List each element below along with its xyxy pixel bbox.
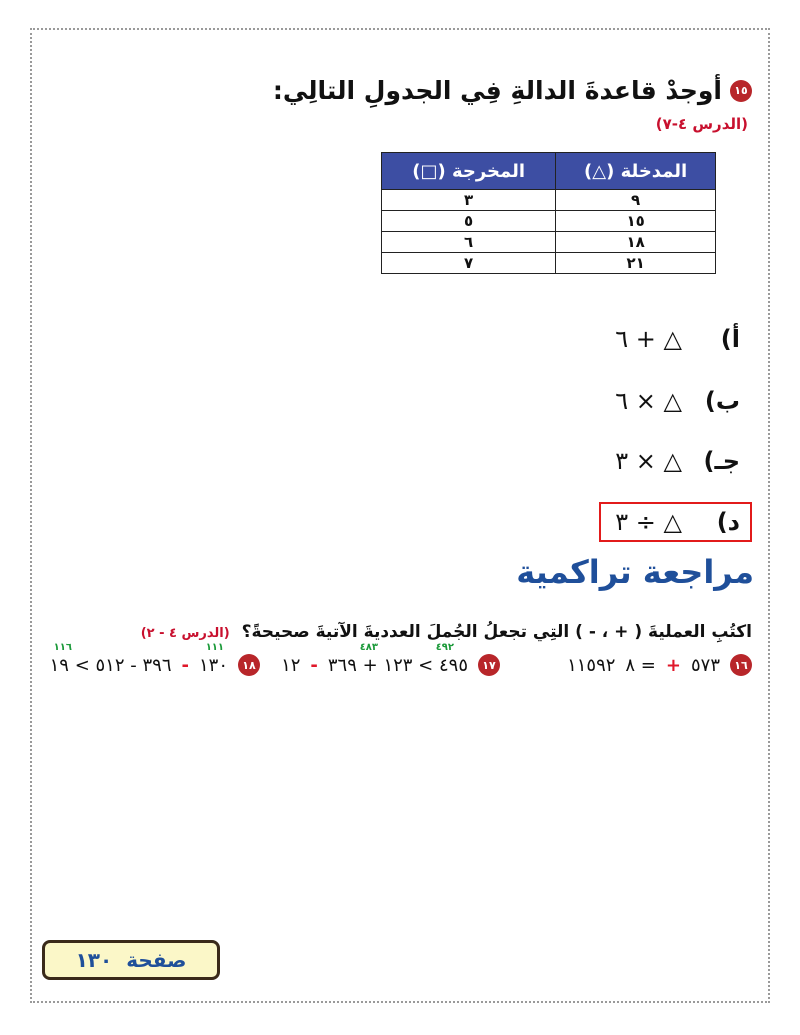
carry-digits: ٤٨٣ [359,642,378,653]
option-letter: جـ) [703,447,740,475]
option-expression: △ × ٣ [615,447,682,475]
option-letter: أ) [720,325,740,353]
output-cell: ٧ [382,253,556,274]
option-letter: د) [716,508,740,536]
option-expression: △ × ٦ [615,387,682,415]
option-expression: △ + ٦ [615,325,682,353]
equation-left-text: ٣٩٦ - ٥١٢ > ١٩ [49,655,172,676]
lesson-reference: (الدرس ٤-٧) [655,115,748,133]
page-number-box [42,940,220,980]
question-number-badge: ١٥ [730,80,752,102]
operator-minus: - [310,655,318,676]
output-cell: ٣ [382,190,556,211]
carry-digits: ١١١ [205,642,224,653]
option-b[interactable] [615,387,740,415]
page-number: ١٣٠ [75,948,113,972]
table-row [382,232,716,253]
equation-left: ١٢ [281,655,301,676]
output-column-header: المخرجة (□) [382,153,556,190]
equation-right-text: ١٣٠ [198,655,228,676]
input-cell: ٢١ [556,253,716,274]
option-c[interactable] [615,447,740,475]
input-cell: ١٥ [556,211,716,232]
function-table [381,152,716,274]
input-cell: ٩ [556,190,716,211]
equation-left [49,642,172,676]
input-column-header: المدخلة (△) [556,153,716,190]
operator-plus: + [665,655,681,676]
equation-mid-text: ٤٩٥ > ١٢٣ + ٣٦٩ [327,655,468,676]
equation-17 [281,642,500,676]
option-d-correct[interactable] [599,502,752,542]
review-instruction [141,622,752,642]
cumulative-review-title: مراجعة تراكمية [516,553,754,591]
page-label: صفحة [126,948,187,972]
instruction-lesson-ref: (الدرس ٤ - ٢) [140,626,230,641]
equation-mid [327,642,468,676]
equation-left: ١١٥٩٢ [567,655,616,676]
option-letter: ب) [704,387,740,415]
equation-number-badge: ١٨ [238,654,260,676]
table-row [382,190,716,211]
instruction-text: اكتُبِ العمليةَ ( + ، - ) التِي تجعلُ الجُملَ العدديةَ الآتيةَ صحيحةً؟ [241,622,752,642]
equation-right: ٥٧٣ [690,655,720,676]
equation-mid: = ٨ [625,655,656,676]
option-a[interactable] [615,325,740,353]
equation-number-badge: ١٦ [730,654,752,676]
table-row [382,211,716,232]
equation-right [198,642,228,676]
output-cell: ٥ [382,211,556,232]
operator-minus: - [181,655,189,676]
question-15 [273,76,752,105]
carry-digits: ١١٦ [53,642,72,653]
question-text: أوجدْ قاعدةَ الدالةِ فِي الجدولِ التالِي: [272,76,722,105]
input-cell: ١٨ [556,232,716,253]
carry-digits: ٤٩٢ [435,642,454,653]
option-expression: △ ÷ ٣ [615,508,682,536]
table-row [382,253,716,274]
equation-18 [49,642,260,676]
output-cell: ٦ [382,232,556,253]
equation-16 [567,654,752,676]
equation-number-badge: ١٧ [478,654,500,676]
